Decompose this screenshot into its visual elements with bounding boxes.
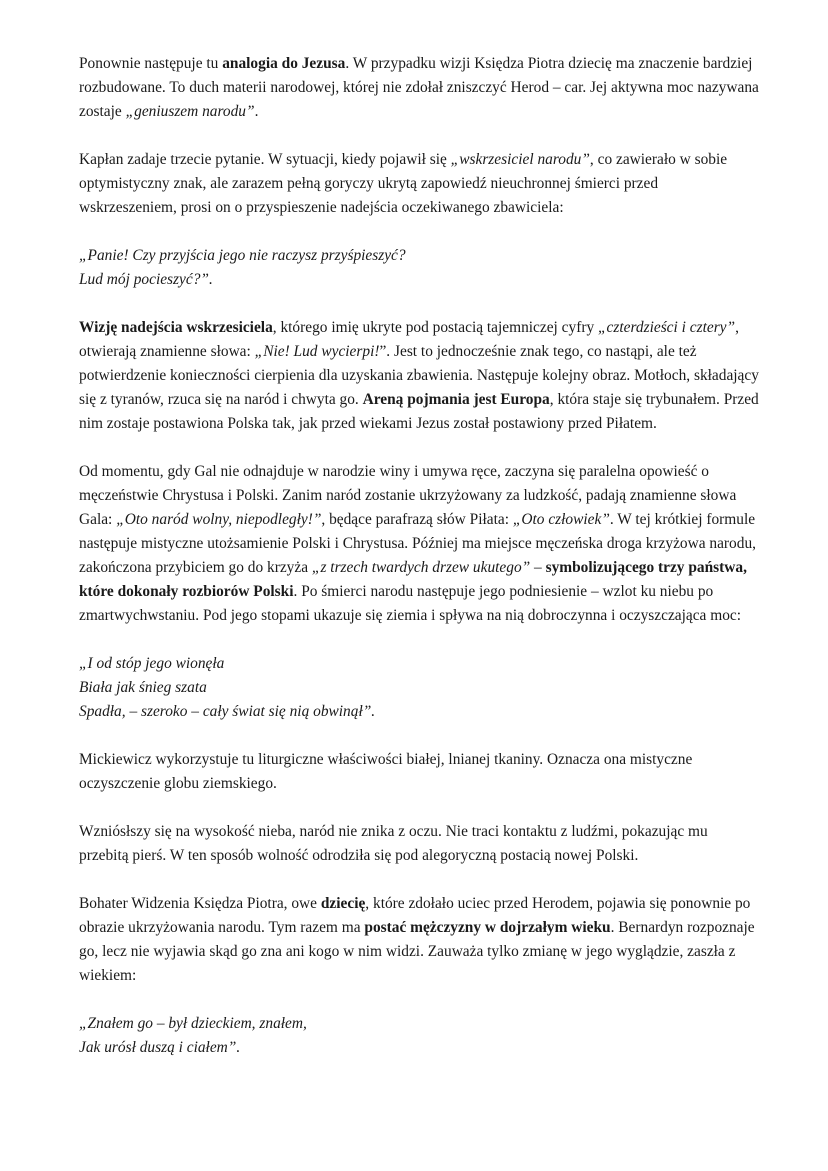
text-run: , które zdołało uciec przed Herodem, pojawia się ponownie po obrazie ukrzyżowania narodu. Tym razem ma <box>79 895 751 936</box>
text-paragraph <box>79 52 759 124</box>
text-run: Bohater Widzenia Księdza Piotra, owe <box>79 895 321 912</box>
text-run: – <box>530 559 546 576</box>
text-paragraph <box>79 148 759 220</box>
text-run: , którego imię ukryte pod postacią tajemniczej cyfry <box>272 319 598 336</box>
quotation-paragraph <box>79 652 759 724</box>
text-run: Od momentu, gdy Gal nie odnajduje w narodzie winy i umywa ręce, zaczyna się paralelna opowieść o męczeństwie Chrystusa i Polski. Zanim naród zostanie ukrzyżowany za ludzkość, padają znamienne słowa Gala: <box>79 463 737 528</box>
quotation-line: Jak urósł duszą i ciałem”. <box>79 1039 241 1056</box>
quotation-line: Lud mój pocieszyć?”. <box>79 271 213 288</box>
italic-quote: „wskrzesiciel narodu” <box>450 151 590 168</box>
text-run: . W przypadku wizji Księdza Piotra dziecię ma znaczenie bardziej rozbudowane. To duch materii narodowej, której nie zdołał zniszczyć Herod – car. Jej aktywna moc nazywana zostaje <box>79 55 759 120</box>
text-run: . <box>254 103 259 120</box>
bold-text: postać mężczyzny w dojrzałym wieku <box>364 919 611 936</box>
text-run: Ponownie następuje tu <box>79 55 223 72</box>
text-run: Mickiewicz wykorzystuje tu liturgiczne właściwości białej, lnianej tkaniny. Oznacza ona mistyczne oczyszczenie globu ziemskiego. <box>79 751 693 792</box>
quotation-paragraph <box>79 244 759 292</box>
text-paragraph <box>79 748 759 796</box>
italic-quote: „Nie! Lud wycierpi! <box>254 343 380 360</box>
quotation-line: Biała jak śnieg szata <box>79 679 207 696</box>
bold-text: Areną pojmania jest Europa <box>362 391 550 408</box>
quotation-line: Spadła, – szeroko – cały świat się nią obwinął”. <box>79 703 376 720</box>
text-run: , co zawierało w sobie optymistyczny znak, ale zarazem pełną goryczy ukrytą zapowiedź nieuchronnej śmierci przed wskrzeszeniem, prosi on o przyspieszenie nadejścia oczekiwanego zbawiciela: <box>79 151 728 216</box>
text-run: . W tej krótkiej formule następuje mistyczne utożsamienie Polski i Chrystusa. Później ma miejsce męczeńska droga krzyżowa narodu, zakończona przybiciem go do krzyża <box>79 511 756 576</box>
text-run: . Po śmierci narodu następuje jego podniesienie – wzlot ku niebu po zmartwychwstaniu. Pod jego stopami ukazuje się ziemia i spływa na nią dobroczynna i oczyszczająca moc: <box>79 583 741 624</box>
italic-quote: „geniuszem narodu” <box>125 103 255 120</box>
italic-quote: „Oto człowiek” <box>512 511 610 528</box>
text-run: , która staje się trybunałem. Przed nim zostaje postawiona Polska tak, jak przed wiekami Jezus został postawiony przed Piłatem. <box>79 391 759 432</box>
italic-quote: „czterdzieści i cztery” <box>598 319 736 336</box>
document-body <box>79 52 759 1060</box>
text-run: , otwierają znamienne słowa: <box>79 319 739 360</box>
document-page <box>79 52 759 1084</box>
bold-text: analogia do Jezusa <box>222 55 346 72</box>
quotation-paragraph <box>79 1012 759 1060</box>
quotation-line: „Panie! Czy przyjścia jego nie raczysz przyśpieszyć? <box>79 247 406 264</box>
bold-text: Wizję nadejścia wskrzesiciela <box>79 319 273 336</box>
text-run: Wzniósłszy się na wysokość nieba, naród nie znika z oczu. Nie traci kontaktu z ludźmi, pokazując mu przebitą pierś. W ten sposób wolność odrodziła się pod alegoryczną postacią nowej Polski. <box>79 823 708 864</box>
text-paragraph <box>79 316 759 436</box>
text-run: Kapłan zadaje trzecie pytanie. W sytuacji, kiedy pojawił się <box>79 151 451 168</box>
bold-text: dziecię <box>320 895 366 912</box>
text-paragraph <box>79 820 759 868</box>
text-paragraph <box>79 892 759 988</box>
quotation-line: „Znałem go – był dzieckiem, znałem, <box>79 1015 307 1032</box>
bold-text: symbolizującego trzy państwa, które dokonały rozbiorów Polski <box>79 559 747 600</box>
text-run: . Bernardyn rozpoznaje go, lecz nie wyjawia skąd go zna ani kogo w nim widzi. Zauważa tylko zmianę w jego wyglądzie, zaszła z wiekiem: <box>79 919 755 984</box>
italic-quote: „z trzech twardych drzew ukutego” <box>311 559 531 576</box>
text-run: , będące parafrazą słów Piłata: <box>321 511 513 528</box>
text-paragraph <box>79 460 759 628</box>
text-run: ”. Jest to jednocześnie znak tego, co nastąpi, ale też potwierdzenie konieczności cierpienia dla uzyskania zbawienia. Następuje kolejny obraz. Motłoch, składający się z tyranów, rzuca się na naród i chwyta go. <box>79 343 759 408</box>
italic-quote: „Oto naród wolny, niepodległy!” <box>116 511 322 528</box>
quotation-line: „I od stóp jego wionęła <box>79 655 225 672</box>
